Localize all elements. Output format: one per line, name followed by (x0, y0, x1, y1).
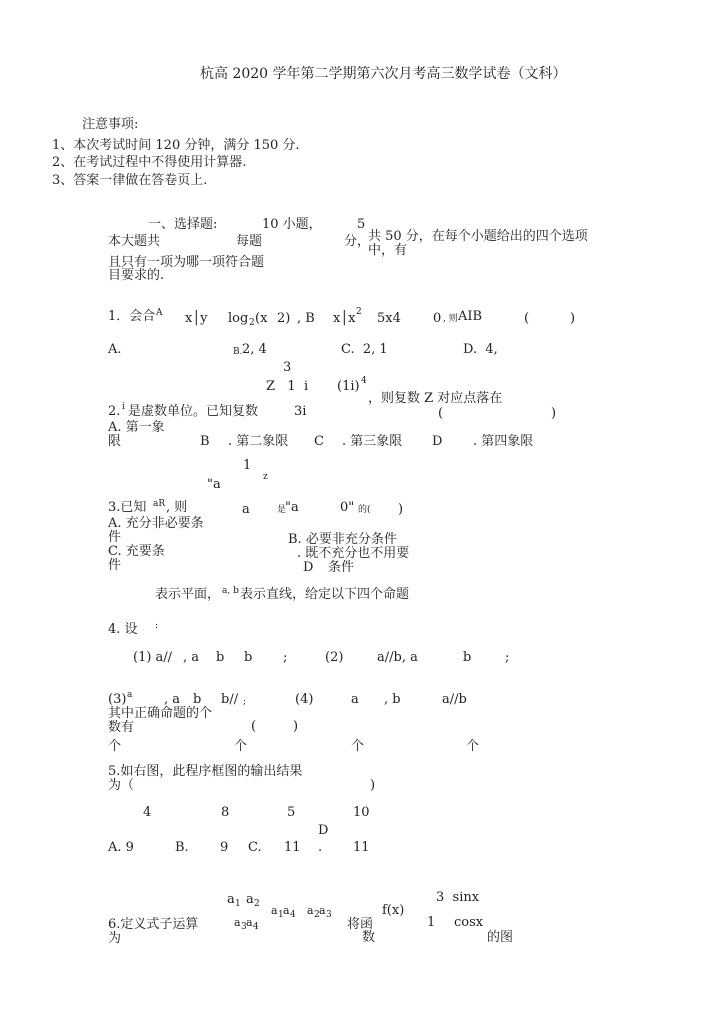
q2-text: ( (438, 406, 444, 421)
q5-option: C. (248, 840, 262, 855)
q4-prop-2: (2) (325, 650, 344, 665)
q4-text: ; (283, 650, 288, 665)
q5-option: 8 (221, 805, 230, 820)
q6-text: 2 (254, 899, 260, 909)
q3-text: , 则 (166, 500, 188, 515)
q5-option: A. 9 (108, 840, 134, 855)
q6-text: 1 (278, 910, 284, 920)
q3-option: C. 充要条 (108, 544, 165, 559)
q3-text: 是 (277, 505, 287, 515)
notes-item-3: 3、答案一律做在答卷页上. (52, 173, 208, 188)
q1-text: 0 (433, 311, 442, 326)
q4-text: a//b (442, 692, 467, 707)
q1-text: ) (570, 311, 576, 326)
q2-option: . 第四象限 (473, 434, 534, 449)
q3-text: ) (398, 502, 404, 517)
q6-text: a (246, 916, 253, 929)
q4-prop-4: (4) (295, 692, 314, 707)
q4-text: : (155, 621, 159, 631)
q2-text: ) (551, 406, 557, 421)
q1-text: AIB (458, 309, 483, 324)
q6-text: 4 (290, 910, 296, 920)
q4-text: a//b, a (377, 650, 418, 665)
q6-text: f(x) (382, 903, 405, 918)
notes-item-1: 1、本次考试时间 120 分钟，满分 150 分. (52, 138, 300, 153)
q1-option: D. 4, (463, 342, 498, 357)
q6-stem: 6.定义式子运算 (108, 917, 199, 932)
q6-text: a (307, 904, 314, 917)
q6-text: 为 (108, 931, 122, 946)
q6-text: 3 (241, 922, 247, 932)
q6-text: a (227, 892, 235, 907)
q2-text: 3i (294, 404, 307, 419)
q5-option: 11 (353, 840, 370, 855)
q3-option: 件 (108, 530, 122, 545)
q1-stem: 1．会合 (108, 309, 156, 324)
q1-text: , B (297, 311, 315, 326)
q5-option: B. (175, 840, 189, 855)
q2-text: Z 1 i (266, 379, 309, 394)
q3-option: 件 (108, 558, 122, 573)
q5-option: 9 (220, 840, 229, 855)
q6-text: 1 (235, 899, 241, 909)
q3-text: aR (153, 499, 166, 509)
q6-text: 1 (427, 915, 436, 930)
q3-option: 条件 (328, 560, 355, 575)
q6-text: 3 (326, 910, 332, 920)
q4-option: 个 (351, 739, 365, 754)
q6-text: 3 sinx (436, 890, 480, 905)
q1-text: 5x4 (377, 311, 401, 326)
q2-option: A. 第一象 (108, 420, 165, 435)
q5-option: D (318, 823, 329, 838)
q4-text: ; (505, 650, 510, 665)
q3-text: 1 (243, 458, 252, 473)
q2-text: i (122, 402, 125, 412)
q2-option: B (200, 434, 210, 449)
q1-text: , 则 (443, 314, 458, 324)
q6-text: cosx (454, 915, 484, 930)
q6-text: a (283, 904, 290, 917)
q5-option: 5 (287, 805, 296, 820)
section1-text: 本大题共 (108, 234, 161, 249)
q1-text: x│y (185, 311, 208, 326)
exam-title: 杭高 2020 学年第二学期第六次月考高三数学试卷（文科） (200, 66, 567, 82)
q2-text: (1i) (337, 379, 360, 394)
q1-option: A. (108, 342, 122, 357)
q4-text: 数有 (108, 720, 135, 735)
q5-text: ) (370, 778, 376, 793)
q4-text: 其中正确命题的个 (108, 706, 213, 721)
q2-option: D (432, 434, 443, 449)
q2-option: C (314, 434, 324, 449)
q4-text: b (216, 650, 225, 665)
q4-text: 表示平面， (155, 587, 221, 602)
q6-text: 将函 (347, 917, 374, 932)
section1-text: 5 (357, 217, 366, 232)
q1-text: 2) (277, 311, 291, 326)
q4-text: b// (221, 692, 239, 707)
q1-text: 2 (356, 307, 362, 317)
q1-text: ( (524, 311, 530, 326)
q5-option: 11 (284, 840, 301, 855)
q2-stem: 2. (108, 404, 121, 419)
q4-prop-3: (3) (108, 692, 127, 707)
q6-text: a (271, 904, 278, 917)
q6-text: 2 (314, 910, 320, 920)
q1-option: 2, 4 (242, 342, 267, 357)
q4-prop-1: (1) a// (133, 650, 173, 665)
q3-text: z (263, 472, 268, 482)
q4-text: b (463, 650, 472, 665)
q4-text: a, b (222, 586, 239, 596)
q1-text: (x (255, 311, 268, 326)
q2-option: . 第三象限 (342, 434, 403, 449)
q4-text: a (351, 692, 359, 707)
q5-stem: 5.如右图，此程序框图的输出结果 (108, 764, 303, 779)
q3-text: "a (285, 500, 299, 515)
q3-stem: 3.已知 (108, 500, 147, 515)
q6-text: 数 (362, 930, 376, 945)
q6-text: a (319, 904, 326, 917)
q2-text: ，则复数 Z 对应点落在 (368, 391, 503, 406)
q3-option: B. 必要非充分条件 (288, 532, 397, 547)
q4-text: 表示直线，给定以下四个命题 (240, 587, 410, 602)
q1-text: 2 (249, 318, 255, 328)
section1-heading: 一、选择题: (148, 217, 218, 232)
q3-option: A. 充分非必要条 (108, 516, 204, 531)
section1-text: 每题 (236, 234, 263, 249)
q4-text: , a (164, 692, 181, 707)
q3-option: . 既不充分也不用要 (297, 546, 410, 561)
q2-text: 是虚数单位。已知复数 (128, 404, 259, 419)
q3-text: 的( (358, 505, 371, 515)
section1-text: 目要求的. (108, 268, 165, 283)
q2-text: 4 (361, 376, 367, 386)
q4-text: , b (384, 692, 401, 707)
q2-text: 3 (283, 360, 292, 375)
q5-option: 10 (353, 805, 370, 820)
notes-item-2: 2、在考试过程中不得使用计算器. (52, 155, 247, 170)
q3-option: D (303, 560, 314, 575)
q4-text: a (127, 690, 133, 700)
q4-text: , a (183, 650, 200, 665)
q5-option: . (318, 840, 323, 855)
q6-text: 4 (253, 922, 259, 932)
q4-text: b (193, 692, 202, 707)
q6-text: 的图 (487, 930, 514, 945)
section1-text: 10 小题， (262, 217, 322, 232)
q4-option: 个 (466, 739, 480, 754)
q4-text: ( (251, 719, 257, 734)
q4-text: b (244, 650, 253, 665)
q1-text: log (228, 311, 249, 326)
q1-option: B. (233, 347, 243, 357)
q3-text: a (242, 502, 250, 517)
q2-option: 限 (108, 434, 122, 449)
q2-option: . 第二象限 (228, 434, 289, 449)
section1-text: 分， (344, 234, 371, 249)
q3-text: 0" (340, 500, 355, 515)
q3-text: "a (207, 477, 221, 492)
q1-text: x│x (333, 311, 356, 326)
q6-text: a (246, 892, 254, 907)
q4-text: ) (293, 719, 299, 734)
q6-text: a (234, 916, 241, 929)
notes-heading: 注意事项: (82, 117, 139, 132)
section1-text: 且只有一项为哪一项符合题 (108, 255, 265, 270)
q4-stem: 4. 设 (108, 622, 138, 637)
q1-text: A (156, 308, 163, 318)
q4-option: 个 (108, 739, 122, 754)
q5-text: 为（ (108, 778, 135, 793)
q4-text: ; (243, 697, 247, 707)
section1-text: 中，有 (368, 243, 408, 258)
q5-option: 4 (143, 805, 152, 820)
section1-text: 共 50 分，在每个小题给出的四个选项 (368, 229, 588, 244)
q1-option: C. 2, 1 (341, 342, 388, 357)
q4-option: 个 (234, 739, 248, 754)
